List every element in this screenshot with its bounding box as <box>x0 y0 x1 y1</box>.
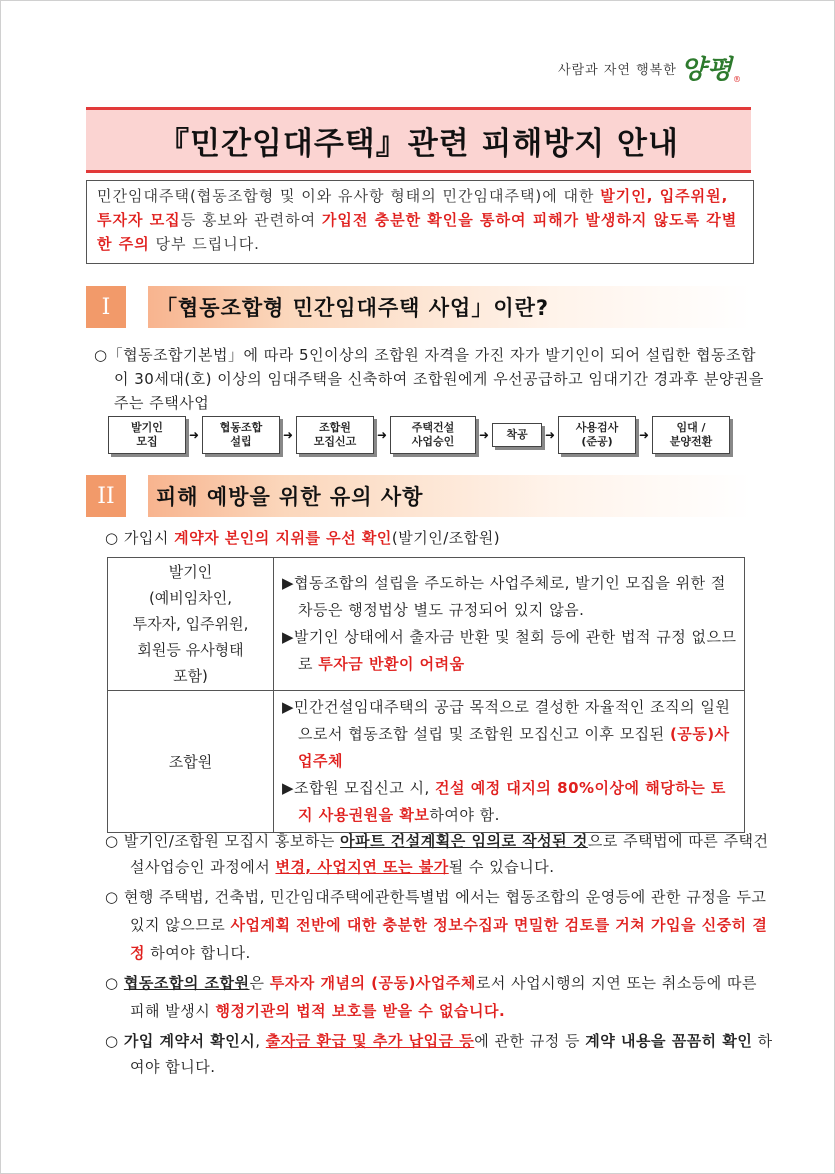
section-header-1 <box>86 286 751 328</box>
highlight: (공동)사업주체 <box>298 725 730 770</box>
text: 에 관한 규정 등 <box>474 1032 586 1050</box>
intro-text: 등 홍보와 관련하여 <box>180 211 322 229</box>
status-table <box>107 557 745 833</box>
highlight: 계약자 본인의 지위를 우선 확인 <box>174 529 392 547</box>
section-header-2 <box>86 475 751 517</box>
document-title <box>86 107 751 173</box>
row-content-promoter <box>274 558 745 691</box>
text: (발기인/조합원) <box>391 529 501 547</box>
definition-text: ○「협동조합기본법」에 따라 5인이상의 조합원 자격을 가진 자가 발기인이 되어 설립한 협동조합이 30세대(호) 이상의 임대주택을 신축하여 조합원에게 우선공급하고 임대기간 경과후 분양권을 주는 주택사업 <box>94 346 764 412</box>
text: ○ <box>105 974 124 992</box>
bold-text: 계약 내용을 꼼꼼히 확인 <box>585 1032 753 1050</box>
text: ▶발기인 상태에서 출자금 반환 및 철회 등에 관한 법적 규정 없으므로 <box>282 628 737 673</box>
arrow-right-icon: ➜ <box>282 428 294 442</box>
process-flow <box>108 414 738 456</box>
text: , <box>255 1032 266 1050</box>
highlight: 건설 예정 대지의 80%이상에 해당하는 토지 사용권원을 확보 <box>298 779 726 824</box>
document-title-text: 『민간임대주택』관련 피해방지 안내 <box>158 125 679 162</box>
text: ▶민간건설임대주택의 공급 목적으로 결성한 자율적인 조직의 일원으로서 협동조합 설립 및 조합원 모집신고 이후 모집된 <box>282 698 731 743</box>
row-content-member <box>274 691 745 833</box>
text: ▶조합원 모집신고 시, <box>282 779 436 797</box>
arrow-right-icon: ➜ <box>376 428 388 442</box>
arrow-right-icon: ➜ <box>544 428 556 442</box>
arrow-right-icon: ➜ <box>478 428 490 442</box>
arrow-right-icon: ➜ <box>638 428 650 442</box>
section-title: 피해 예방을 위한 유의 사항 <box>156 485 424 509</box>
county-logo <box>558 49 742 86</box>
intro-text: 당부 드립니다. <box>149 235 260 253</box>
highlight: 출자금 환급 및 추가 납입금 등 <box>265 1032 475 1050</box>
underlined-text: 협동조합의 조합원 <box>123 974 250 992</box>
bullet-text <box>282 624 738 678</box>
text: 은 <box>249 974 270 992</box>
section-number: I <box>86 286 126 328</box>
highlight: 변경, 사업지연 또는 불가 <box>275 858 449 876</box>
notice-item-4 <box>105 1028 775 1080</box>
arrow-right-icon: ➜ <box>188 428 200 442</box>
flow-step: 사용검사 (준공) <box>558 416 636 454</box>
bullet-text <box>282 775 738 829</box>
text: 될 수 있습니다. <box>448 858 555 876</box>
text: 하여야 합니다. <box>145 944 251 962</box>
highlight: 투자자 개념의 (공동)사업주체 <box>269 974 476 992</box>
bold-text: 가입 계약서 확인시 <box>123 1032 256 1050</box>
logo-slogan: 사람과 자연 행복한 <box>558 63 677 78</box>
underlined-text: 아파트 건설계획은 임의로 작성된 것 <box>340 832 588 850</box>
intro-text: 민간임대주택(협동조합형 및 이와 유사항 형태의 민간임대주택)에 대한 <box>97 187 601 205</box>
logo-registered-mark: ® <box>733 75 742 84</box>
text: 으로 주택법에 따른 주택건설사업승인 과정에서 <box>130 832 769 876</box>
text: ○ 가입시 <box>105 529 175 547</box>
section-number: II <box>86 475 126 517</box>
intro-highlight: 가입전 충분한 확인을 통하여 피해가 발생하지 않도록 각별한 주의 <box>97 211 738 253</box>
flow-step: 조합원 모집신고 <box>296 416 374 454</box>
check-status-text <box>105 526 745 550</box>
highlight: 사업계획 전반에 대한 충분한 정보수집과 면밀한 검토를 거쳐 가입을 신중히 결정 <box>130 916 768 962</box>
text: 로서 사업시행의 지연 또는 취소등에 따른 피해 발생시 <box>130 974 758 1020</box>
bullet-text <box>282 694 738 775</box>
flow-step: 주택건설 사업승인 <box>390 416 476 454</box>
highlight: 행정기관의 법적 보호를 받을 수 없습니다. <box>215 1002 506 1020</box>
intro-box <box>86 180 754 264</box>
text: 하여야 함. <box>429 806 500 824</box>
row-label-promoter: 발기인 (예비임차인, 투자자, 입주위원, 회원등 유사형태 포함) <box>108 558 274 691</box>
text: ○ <box>105 1032 124 1050</box>
flow-step: 임대 / 분양전환 <box>652 416 730 454</box>
table-row <box>108 691 745 833</box>
logo-name: 양평 <box>680 55 733 85</box>
text: ○ 발기인/조합원 모집시 홍보하는 <box>105 832 341 850</box>
notice-item-1 <box>105 828 775 880</box>
notice-item-3 <box>105 969 775 1025</box>
highlight: 투자금 반환이 어려움 <box>318 655 465 673</box>
bullet-text: ▶협동조합의 설립을 주도하는 사업주체로, 발기인 모집을 위한 절차등은 행정법상 별도 규정되어 있지 않음. <box>282 574 726 619</box>
flow-step: 발기인 모집 <box>108 416 186 454</box>
flow-step: 협동조합 설립 <box>202 416 280 454</box>
row-label-member: 조합원 <box>108 691 274 833</box>
section-title: 「협동조합형 민간임대주택 사업」이란? <box>156 296 550 320</box>
text: ○ 현행 주택법, 건축법, 민간임대주택에관한특별법 에서는 협동조합의 운영등에 관한 규정을 두고 있지 않으므로 <box>105 888 767 934</box>
notice-item-2 <box>105 883 775 967</box>
intro-highlight: 발기인, 입주위원, 투자자 모집 <box>97 187 729 229</box>
table-row <box>108 558 745 691</box>
flow-step: 착공 <box>492 423 542 447</box>
text: 하여야 합니다. <box>130 1032 773 1076</box>
